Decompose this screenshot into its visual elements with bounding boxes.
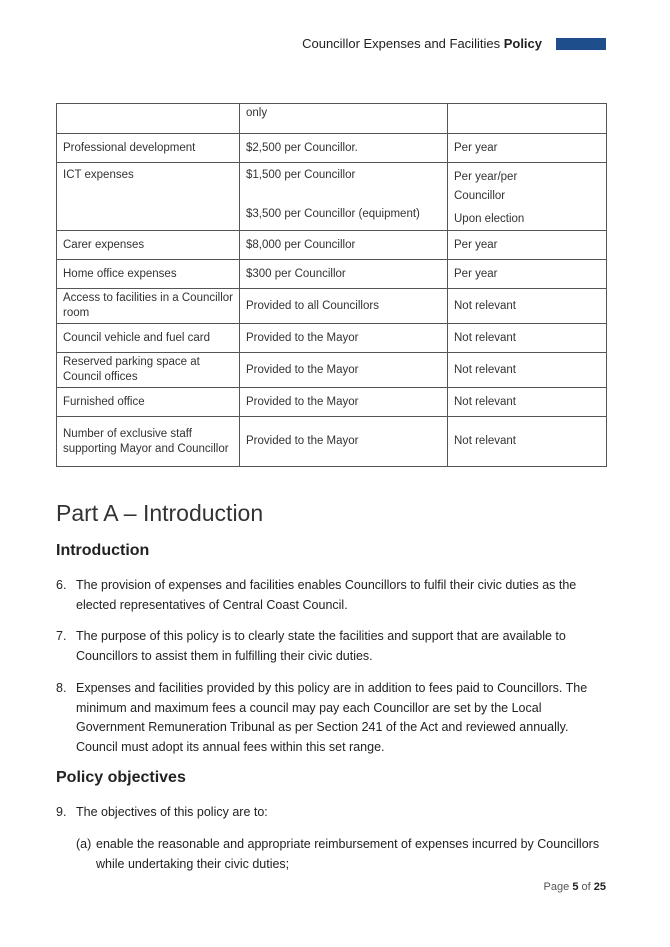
table-cell-item: Number of exclusive staff supporting Mayor and Councillor bbox=[57, 417, 240, 467]
sub-list-item bbox=[76, 835, 608, 874]
ict-amount-line: $1,500 per Councillor bbox=[246, 169, 356, 181]
item-text: The purpose of this policy is to clearly state the facilities and support that are available to Councillors to assist them in fulfilling their civic duties. bbox=[76, 629, 566, 663]
item-number: (a) bbox=[76, 837, 92, 851]
ict-frequency-line: Per year/per Councillor bbox=[454, 171, 518, 202]
item-text: Expenses and facilities provided by this policy are in addition to fees paid to Councillors. The minimum and maximum fees a council may pay each Councillor are set by the Local Government Remuneration Tribunal as per Section 241 of the Act and reviewed annually. Council must adopt its annual fees within this set range. bbox=[76, 681, 588, 754]
table-cell-frequency: Per year bbox=[448, 134, 607, 163]
item-text: enable the reasonable and appropriate reimbursement of expenses incurred by Councillors while undertaking their civic duties; bbox=[96, 837, 600, 871]
table-cell-amount: only bbox=[240, 104, 448, 134]
table-cell-amount: Provided to all Councillors bbox=[240, 289, 448, 324]
table-cell-amount: Provided to the Mayor bbox=[240, 417, 448, 467]
page-number: Page 5 of 25 bbox=[543, 881, 606, 893]
table-cell-item: Carer expenses bbox=[57, 231, 240, 260]
table-cell-item: Furnished office bbox=[57, 388, 240, 417]
table-row bbox=[57, 104, 607, 134]
list-item bbox=[56, 679, 608, 757]
item-text: The objectives of this policy are to: bbox=[76, 805, 268, 819]
table-cell-frequency bbox=[448, 163, 607, 231]
table-cell-amount: $8,000 per Councillor bbox=[240, 231, 448, 260]
item-number: 9. bbox=[56, 805, 67, 819]
table-cell-frequency bbox=[448, 104, 607, 134]
table-cell-amount: $2,500 per Councillor. bbox=[240, 134, 448, 163]
table-cell-item bbox=[57, 104, 240, 134]
table-cell-item: Home office expenses bbox=[57, 260, 240, 289]
page-header bbox=[302, 36, 606, 51]
table-cell-item: ICT expenses bbox=[57, 163, 240, 231]
table-cell-amount bbox=[240, 163, 448, 231]
part-heading: Part A – Introduction bbox=[56, 500, 264, 526]
table-row bbox=[57, 289, 607, 324]
list-item bbox=[56, 627, 608, 666]
table-cell-item: Reserved parking space at Council offices bbox=[57, 353, 240, 388]
document-title: Councillor Expenses and Facilities Policy bbox=[302, 36, 542, 51]
table-row bbox=[57, 324, 607, 353]
table-row bbox=[57, 353, 607, 388]
item-number: 7. bbox=[56, 629, 67, 643]
table-cell-amount: $300 per Councillor bbox=[240, 260, 448, 289]
introduction-heading: Introduction bbox=[56, 542, 150, 559]
table-cell-amount: Provided to the Mayor bbox=[240, 324, 448, 353]
item-number: 8. bbox=[56, 681, 67, 695]
expenses-table bbox=[56, 103, 607, 467]
table-cell-item: Access to facilities in a Councillor room bbox=[57, 289, 240, 324]
table-cell-frequency: Not relevant bbox=[448, 353, 607, 388]
table-cell-frequency: Per year bbox=[448, 260, 607, 289]
table-row bbox=[57, 231, 607, 260]
table-row bbox=[57, 163, 607, 231]
table-cell-item: Council vehicle and fuel card bbox=[57, 324, 240, 353]
ict-election-line: Upon election bbox=[454, 213, 525, 225]
table-cell-frequency: Per year bbox=[448, 231, 607, 260]
table-row bbox=[57, 134, 607, 163]
table-row bbox=[57, 260, 607, 289]
table-cell-amount: Provided to the Mayor bbox=[240, 388, 448, 417]
table-cell-frequency: Not relevant bbox=[448, 417, 607, 467]
item-text: The provision of expenses and facilities enables Councillors to fulfil their civic duties as the elected representatives of Central Coast Council. bbox=[76, 578, 577, 612]
table-cell-frequency: Not relevant bbox=[448, 388, 607, 417]
list-item bbox=[56, 803, 608, 823]
table-cell-frequency: Not relevant bbox=[448, 289, 607, 324]
table-cell-item: Professional development bbox=[57, 134, 240, 163]
ict-equipment-line: $3,500 per Councillor (equipment) bbox=[246, 208, 420, 220]
table-row bbox=[57, 388, 607, 417]
list-item bbox=[56, 576, 608, 615]
table-row bbox=[57, 417, 607, 467]
policy-objectives-heading: Policy objectives bbox=[56, 769, 186, 786]
table-cell-frequency: Not relevant bbox=[448, 324, 607, 353]
header-accent-bar bbox=[556, 38, 606, 50]
item-number: 6. bbox=[56, 578, 67, 592]
table-cell-amount: Provided to the Mayor bbox=[240, 353, 448, 388]
